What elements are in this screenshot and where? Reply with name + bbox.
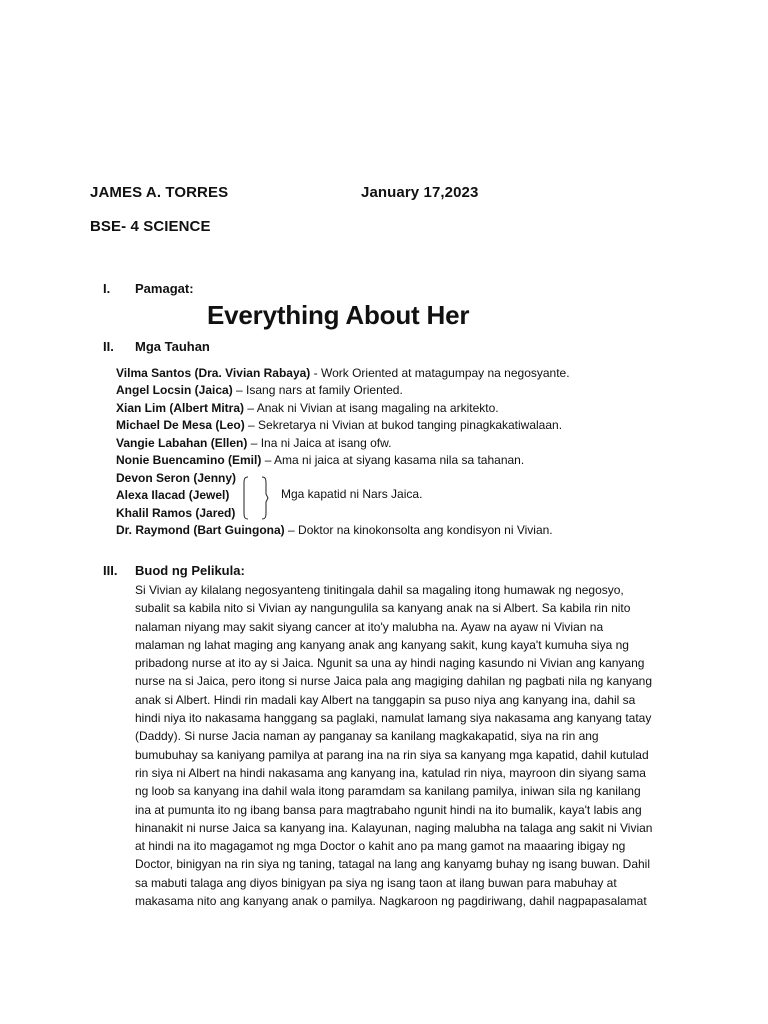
brace-bracket — [243, 476, 269, 520]
section-label-pamagat: Pamagat: — [135, 281, 194, 296]
character-desc: – Sekretarya ni Vivian at bukod tanging pinagkakatiwalaan. — [244, 418, 563, 433]
sibling-name: Alexa Ilacad (Jewel) — [116, 488, 230, 503]
summary-line: nalaman niyang may sakit siyang cancer at ito'y malubha na. Ayaw na ayaw ni Vivian na — [135, 619, 604, 634]
section-number-2: II. — [103, 339, 114, 354]
film-title: Everything About Her — [207, 300, 470, 330]
character-row — [116, 417, 676, 434]
character-name: Nonie Buencamino (Emil) — [116, 452, 262, 467]
character-name: Dr. Raymond (Bart Guingona) — [116, 523, 285, 537]
character-list — [116, 365, 676, 469]
author-name: JAMES A. TORRES — [90, 184, 229, 201]
character-row — [116, 435, 676, 452]
summary-line: ina at pumunta ito ng ibang bansa para magtrabaho ngunit hindi na ito bumalik, kaya't labis ang — [135, 802, 642, 817]
summary-line: hinanakit ni nurse Jaica sa kanyang ina. Kalayunan, naging malubha na talaga ang sakit ni Vivian — [135, 820, 653, 835]
sibling-name: Devon Seron (Jenny) — [116, 471, 237, 485]
summary-line: malaman ng lahat maging ang kanyang anak ang kanyang sakit, kung kaya't kumuha siya ng — [135, 637, 629, 652]
character-row — [116, 382, 676, 399]
document-date: January 17,2023 — [361, 184, 479, 201]
character-row — [116, 400, 676, 417]
character-desc: – Isang nars at family Oriented. — [232, 383, 403, 398]
summary-line: bumubuhay sa kaniyang pamilya at parang ina na rin siya sa kanyang mga kapatid, dahil kutulad — [135, 747, 649, 762]
summary-line: subalit sa kabila nito si Vivian ay nangungulila sa kanyang anak na si Albert. Sa kabila rin nito — [135, 601, 631, 616]
section-number-3: III. — [103, 563, 118, 578]
character-desc: - Work Oriented at matagumpay na negosyante. — [310, 366, 570, 380]
character-row — [116, 365, 676, 382]
character-desc: – Ina ni Jaica at isang ofw. — [247, 435, 392, 450]
character-desc: – Doktor na kinokonsolta ang kondisyon ni Vivian. — [284, 523, 553, 537]
character-name: Vangie Labahan (Ellen) — [116, 435, 248, 450]
section-number-1: I. — [103, 281, 111, 296]
summary-line: nurse na si Jaica, pero itong si nurse Jaica pala ang magiging dahilan ng pagbati nila ng kanyang — [135, 674, 653, 689]
section-label-buod: Buod ng Pelikula: — [135, 563, 245, 578]
character-row-raymond — [116, 523, 553, 537]
character-name: Vilma Santos (Dra. Vivian Rabaya) — [116, 366, 311, 380]
summary-line: Doctor, binigyan na rin siya ng taning, tatagal na lang ang kanyamg buhay ng isang buwan. Dahil — [135, 857, 651, 872]
character-name: Xian Lim (Albert Mitra) — [116, 400, 245, 415]
character-desc: – Anak ni Vivian at isang magaling na arkitekto. — [244, 400, 499, 415]
summary-line: at hindi na ito magagamot ng mga Doctor o kahit ano pa mang gamot na maaaring ibigay ng — [135, 839, 626, 854]
character-name: Michael De Mesa (Leo) — [116, 418, 245, 433]
summary-line: sa mabuti talaga ang diyos binigyan pa siya ng isang taon at ilang buwan para mabuhay at — [135, 875, 617, 890]
siblings-note: Mga kapatid ni Nars Jaica. — [281, 487, 423, 501]
summary-line: anak si Albert. Hindi rin madali kay Albert na tanggapin sa puso niya ang kanyang ina, dahil sa — [135, 692, 636, 707]
summary-line: Si Vivian ay kilalang negosyanteng tinitingala dahil sa magaling itong humawak ng negosyo, — [135, 583, 624, 597]
summary-line: hindi niya ito nakasama hanggang sa paglaki, namulat lamang siya nakasama ang kanyang tatay — [135, 711, 652, 726]
summary-line: rin siya ni Albert na hindi nakasama ang kanyang ina, katulad rin niya, mayroon din siyang sama — [135, 765, 646, 780]
character-row — [116, 452, 676, 469]
summary-line: (Daddy). Si nurse Jacia naman ay panganay sa kanilang magkakapatid, siya na rin ang — [135, 729, 599, 744]
summary-line: makasama nito ang kanyang anak o pamilya. Nagkaroon ng pagdiriwang, dahil nagpapasalamat — [135, 894, 647, 909]
summary-paragraph — [135, 581, 663, 910]
summary-line: pribadong nurse at ito ay si Jaica. Ngunit sa una ay hindi naging kasundo ni Vivian ang kanyang — [135, 656, 645, 671]
sibling-name: Khalil Ramos (Jared) — [116, 505, 236, 520]
course-label: BSE- 4 SCIENCE — [90, 218, 211, 235]
character-name: Angel Locsin (Jaica) — [116, 383, 233, 398]
summary-line: ng loob sa kanyang ina dahil wala itong paramdam sa kanilang pamilya, iniwan sila ng kanilang — [135, 784, 641, 799]
character-desc: – Ama ni jaica at siyang kasama nila sa tahanan. — [261, 452, 525, 467]
section-label-tauhan: Mga Tauhan — [135, 339, 210, 354]
